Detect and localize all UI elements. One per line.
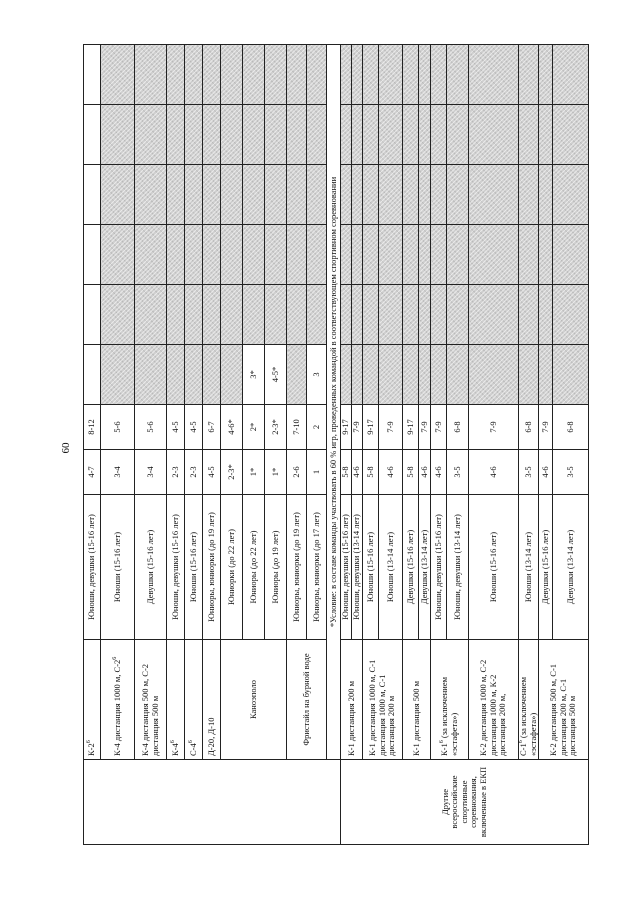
place-cell: 4-6 xyxy=(431,450,447,495)
shaded-cell xyxy=(265,285,287,345)
shaded-cell xyxy=(243,225,265,285)
shaded-cell xyxy=(341,165,352,225)
discipline-cell: $К-2^6$ xyxy=(84,640,101,760)
shaded-cell xyxy=(185,285,203,345)
age-group-cell: Юноши, девушки (15-16 лет) xyxy=(431,495,447,640)
place-cell: 5-8 xyxy=(341,450,352,495)
shaded-cell xyxy=(419,165,431,225)
shaded-cell xyxy=(519,225,539,285)
shaded-cell xyxy=(307,105,327,165)
shaded-cell xyxy=(341,345,352,405)
shaded-cell xyxy=(363,285,379,345)
discipline-cell: К-2 дистанция 1000 м, С-2 дистанция 1000 м, К-2 дистанция 200 м, xyxy=(469,640,519,760)
age-group-cell: Юниоры (до 19 лет) xyxy=(265,495,287,640)
place-cell: 1* xyxy=(265,450,287,495)
shaded-cell xyxy=(419,225,431,285)
shaded-cell xyxy=(519,105,539,165)
place-cell: 9-17 xyxy=(403,405,419,450)
shaded-cell xyxy=(403,345,419,405)
shaded-cell xyxy=(469,345,519,405)
place-cell: 6-7 xyxy=(203,405,221,450)
shaded-cell xyxy=(307,225,327,285)
table-row xyxy=(539,45,553,845)
place-cell: 7-9 xyxy=(419,405,431,450)
place-cell: 7-9 xyxy=(352,405,363,450)
shaded-cell xyxy=(167,45,185,105)
shaded-cell xyxy=(447,165,469,225)
place-cell: 4-5 xyxy=(185,405,203,450)
age-group-cell: Юниоры (до 22 лет) xyxy=(243,495,265,640)
shaded-cell xyxy=(379,345,403,405)
age-group-cell: Юноши, девушки (15-16 лет) xyxy=(341,495,352,640)
shaded-cell xyxy=(265,105,287,165)
shaded-cell xyxy=(221,105,243,165)
discipline-cell: $К-1^6$ (за исключением «эстафета») xyxy=(431,640,469,760)
age-group-cell: Юноши (15-16 лет) xyxy=(469,495,519,640)
shaded-cell xyxy=(203,45,221,105)
shaded-cell xyxy=(379,165,403,225)
shaded-cell xyxy=(469,285,519,345)
note-row: *Условие: в составе команды участвовать в 60 % игр, проведенных командой в соответствующем спортивном соревновании xyxy=(327,45,341,760)
place-cell: 7-10 xyxy=(287,405,307,450)
empty-cell xyxy=(84,285,101,345)
age-group-cell: Юноши (15-16 лет) xyxy=(101,495,135,640)
shaded-cell xyxy=(341,45,352,105)
place-cell: 7-9 xyxy=(431,405,447,450)
shaded-cell xyxy=(419,45,431,105)
shaded-cell xyxy=(431,345,447,405)
shaded-cell xyxy=(135,165,167,225)
shaded-cell xyxy=(539,345,553,405)
discipline-cell: К-1 дистанция 1000 м, С-1 дистанция 1000 м, С-1 дистанция 200 м xyxy=(363,640,403,760)
age-group-cell: Юноши (15-16 лет) xyxy=(185,495,203,640)
place-cell: 4-6 xyxy=(352,450,363,495)
shaded-cell xyxy=(447,345,469,405)
shaded-cell xyxy=(403,165,419,225)
qualification-table xyxy=(83,45,578,845)
shaded-cell xyxy=(431,105,447,165)
empty-cell xyxy=(84,225,101,285)
shaded-cell xyxy=(363,225,379,285)
shaded-cell xyxy=(419,345,431,405)
place-cell: 4-6* xyxy=(221,405,243,450)
table-row xyxy=(469,45,519,845)
table-row xyxy=(341,45,352,845)
shaded-cell xyxy=(101,345,135,405)
place-cell: 2 xyxy=(307,405,327,450)
place-cell: 7-9 xyxy=(469,405,519,450)
age-group-cell: Юниоры, юниорки (до 19 лет) xyxy=(287,495,307,640)
shaded-cell xyxy=(431,225,447,285)
shaded-cell xyxy=(379,105,403,165)
shaded-cell xyxy=(539,45,553,105)
age-group-cell: Юноши, девушки (13-14 лет) xyxy=(352,495,363,640)
place-cell: 3-5 xyxy=(447,450,469,495)
discipline-cell: К-2 дистанция 500 м, С-1 дистанция 200 м, С-1 дистанция 500 м xyxy=(539,640,589,760)
shaded-cell xyxy=(167,165,185,225)
place-cell: 4-5 xyxy=(203,450,221,495)
shaded-cell xyxy=(185,165,203,225)
shaded-cell xyxy=(352,285,363,345)
shaded-cell xyxy=(167,345,185,405)
shaded-cell xyxy=(539,165,553,225)
shaded-cell xyxy=(287,285,307,345)
shaded-cell xyxy=(243,285,265,345)
shaded-cell xyxy=(352,105,363,165)
shaded-cell xyxy=(469,45,519,105)
age-group-cell: Юниоры, юниорки (до 17 лет) xyxy=(307,495,327,640)
shaded-cell xyxy=(135,45,167,105)
place-cell: 7-9 xyxy=(539,405,553,450)
shaded-cell xyxy=(341,225,352,285)
place-cell: 4-5 xyxy=(167,405,185,450)
shaded-cell xyxy=(553,105,589,165)
shaded-cell xyxy=(519,345,539,405)
age-group-cell: Юноши, девушки (15-16 лет) xyxy=(84,495,101,640)
discipline-cell: К-4 дистанция 500 м, С-2 дистанция 500 м xyxy=(135,640,167,760)
shaded-cell xyxy=(431,285,447,345)
shaded-cell xyxy=(363,105,379,165)
place-cell: 3-5 xyxy=(519,450,539,495)
place-cell: 3-4 xyxy=(101,450,135,495)
shaded-cell xyxy=(307,45,327,105)
shaded-cell xyxy=(379,285,403,345)
place-cell: 4-6 xyxy=(469,450,519,495)
shaded-cell xyxy=(447,45,469,105)
empty-cell xyxy=(84,45,101,105)
age-group-cell: Девушки (15-16 лет) xyxy=(403,495,419,640)
shaded-cell xyxy=(287,225,307,285)
shaded-cell xyxy=(135,225,167,285)
shaded-cell xyxy=(469,105,519,165)
shaded-cell xyxy=(203,285,221,345)
shaded-cell xyxy=(447,225,469,285)
shaded-cell xyxy=(287,165,307,225)
table-row xyxy=(221,45,243,845)
place-cell: 6-8 xyxy=(447,405,469,450)
shaded-cell xyxy=(352,45,363,105)
sport-other-competitions: Другие всероссийские спортивные соревнования, включенные в ЕКП xyxy=(341,760,589,845)
sport-canoepolo: Каноэполо xyxy=(221,640,287,760)
place-cell: 3-4 xyxy=(135,450,167,495)
shaded-cell xyxy=(167,225,185,285)
shaded-cell xyxy=(469,165,519,225)
table-row xyxy=(101,45,135,845)
shaded-cell xyxy=(539,285,553,345)
shaded-cell xyxy=(447,105,469,165)
age-group-cell: Юниорки (до 22 лет) xyxy=(221,495,243,640)
table-stage xyxy=(83,45,578,845)
empty-cell xyxy=(84,165,101,225)
shaded-cell xyxy=(363,345,379,405)
shaded-cell xyxy=(265,225,287,285)
place-cell: 6-8 xyxy=(553,405,589,450)
shaded-cell xyxy=(243,105,265,165)
shaded-cell xyxy=(553,225,589,285)
shaded-cell xyxy=(221,285,243,345)
shaded-cell xyxy=(519,45,539,105)
shaded-cell xyxy=(403,225,419,285)
age-group-cell: Юноши, девушки (15-16 лет) xyxy=(167,495,185,640)
shaded-cell xyxy=(287,105,307,165)
place-cell: 2-6 xyxy=(287,450,307,495)
shaded-cell xyxy=(379,225,403,285)
table-row xyxy=(287,45,307,845)
shaded-cell xyxy=(185,105,203,165)
shaded-cell xyxy=(341,105,352,165)
sport-freestyle: Фристайл на бурной воде xyxy=(287,640,327,760)
place-cell: 8-12 xyxy=(84,405,101,450)
shaded-cell xyxy=(403,105,419,165)
place-cell: 5-6 xyxy=(135,405,167,450)
shaded-cell xyxy=(403,45,419,105)
place-cell: 3-5 xyxy=(553,450,589,495)
shaded-cell xyxy=(221,225,243,285)
sport-cell xyxy=(84,760,341,845)
shaded-cell xyxy=(307,165,327,225)
shaded-cell xyxy=(243,165,265,225)
age-group-cell: Девушки (15-16 лет) xyxy=(539,495,553,640)
shaded-cell xyxy=(135,345,167,405)
shaded-cell xyxy=(135,105,167,165)
place-cell: 2-3* xyxy=(221,450,243,495)
shaded-cell xyxy=(185,225,203,285)
shaded-cell xyxy=(352,165,363,225)
shaded-cell xyxy=(341,285,352,345)
shaded-cell xyxy=(203,345,221,405)
discipline-cell: К-1 дистанция 500 м xyxy=(403,640,431,760)
discipline-cell: $С-1^6$ (за исключением «эстафета») xyxy=(519,640,539,760)
shaded-cell xyxy=(447,285,469,345)
shaded-cell xyxy=(265,165,287,225)
place-cell: 9-17 xyxy=(341,405,352,450)
shaded-cell xyxy=(101,225,135,285)
shaded-cell xyxy=(135,285,167,345)
table-row xyxy=(84,45,101,845)
shaded-cell xyxy=(553,285,589,345)
shaded-cell xyxy=(203,165,221,225)
place-cell: 4-6 xyxy=(419,450,431,495)
place-cell: 4-6 xyxy=(379,450,403,495)
table-row xyxy=(403,45,419,845)
shaded-cell xyxy=(431,45,447,105)
shaded-cell xyxy=(379,45,403,105)
place-cell: 2-3* xyxy=(265,405,287,450)
shaded-cell xyxy=(352,345,363,405)
age-group-cell: Юноши, девушки (13-14 лет) xyxy=(447,495,469,640)
place-cell: 2-3 xyxy=(167,450,185,495)
shaded-cell xyxy=(243,45,265,105)
shaded-cell xyxy=(519,165,539,225)
shaded-cell xyxy=(185,45,203,105)
shaded-cell xyxy=(419,105,431,165)
shaded-cell xyxy=(287,345,307,405)
shaded-cell xyxy=(553,345,589,405)
shaded-cell xyxy=(221,45,243,105)
shaded-cell xyxy=(469,225,519,285)
shaded-cell xyxy=(185,345,203,405)
age-group-cell: Девушки (13-14 лет) xyxy=(553,495,589,640)
shaded-cell xyxy=(101,285,135,345)
discipline-cell: $К-4^6$ xyxy=(167,640,185,760)
age-group-cell: Юниоры, юниорки (до 19 лет) xyxy=(203,495,221,640)
place-cell: 4-6 xyxy=(539,450,553,495)
place-cell: 4-7 xyxy=(84,450,101,495)
page-number: 60 xyxy=(60,442,72,454)
shaded-cell xyxy=(539,225,553,285)
place-cell: 5-8 xyxy=(403,450,419,495)
place-cell: 9-17 xyxy=(363,405,379,450)
table-row xyxy=(203,45,221,845)
discipline-cell: К-1 дистанция 200 м xyxy=(341,640,363,760)
shaded-cell xyxy=(307,285,327,345)
discipline-cell: Д-20, Д-10 xyxy=(203,640,221,760)
place-cell: 3 xyxy=(307,345,327,405)
table-row xyxy=(519,45,539,845)
shaded-cell xyxy=(287,45,307,105)
table-row xyxy=(327,45,341,845)
table-row xyxy=(135,45,167,845)
shaded-cell xyxy=(363,165,379,225)
age-group-cell: Девушки (15-16 лет) xyxy=(135,495,167,640)
shaded-cell xyxy=(101,45,135,105)
shaded-cell xyxy=(221,345,243,405)
place-cell: 5-6 xyxy=(101,405,135,450)
shaded-cell xyxy=(403,285,419,345)
place-cell: 6-8 xyxy=(519,405,539,450)
rules-table xyxy=(83,44,589,845)
place-cell: 2-3 xyxy=(185,450,203,495)
place-cell: 7-9 xyxy=(379,405,403,450)
table-row xyxy=(167,45,185,845)
shaded-cell xyxy=(539,105,553,165)
shaded-cell xyxy=(352,225,363,285)
place-cell: 5-8 xyxy=(363,450,379,495)
age-group-cell: Юноши (15-16 лет) xyxy=(363,495,379,640)
shaded-cell xyxy=(203,105,221,165)
discipline-cell: $С-4^6$ xyxy=(185,640,203,760)
age-group-cell: Юноши (13-14 лет) xyxy=(519,495,539,640)
shaded-cell xyxy=(265,45,287,105)
age-group-cell: Юноши (13-14 лет) xyxy=(379,495,403,640)
table-row xyxy=(185,45,203,845)
place-cell: 1 xyxy=(307,450,327,495)
age-group-cell: Девушки (13-14 лет) xyxy=(419,495,431,640)
place-cell: 3* xyxy=(243,345,265,405)
shaded-cell xyxy=(203,225,221,285)
shaded-cell xyxy=(553,45,589,105)
discipline-cell: К-4 дистанция 1000 м, $С-2^6$ xyxy=(101,640,135,760)
shaded-cell xyxy=(101,165,135,225)
shaded-cell xyxy=(167,285,185,345)
empty-cell xyxy=(84,105,101,165)
shaded-cell xyxy=(101,105,135,165)
place-cell: 4-5* xyxy=(265,345,287,405)
table-row xyxy=(431,45,447,845)
shaded-cell xyxy=(221,165,243,225)
shaded-cell xyxy=(167,105,185,165)
place-cell: 2* xyxy=(243,405,265,450)
shaded-cell xyxy=(519,285,539,345)
shaded-cell xyxy=(553,165,589,225)
place-cell xyxy=(84,345,101,405)
shaded-cell xyxy=(363,45,379,105)
table-row xyxy=(363,45,379,845)
shaded-cell xyxy=(431,165,447,225)
shaded-cell xyxy=(419,285,431,345)
place-cell: 1* xyxy=(243,450,265,495)
